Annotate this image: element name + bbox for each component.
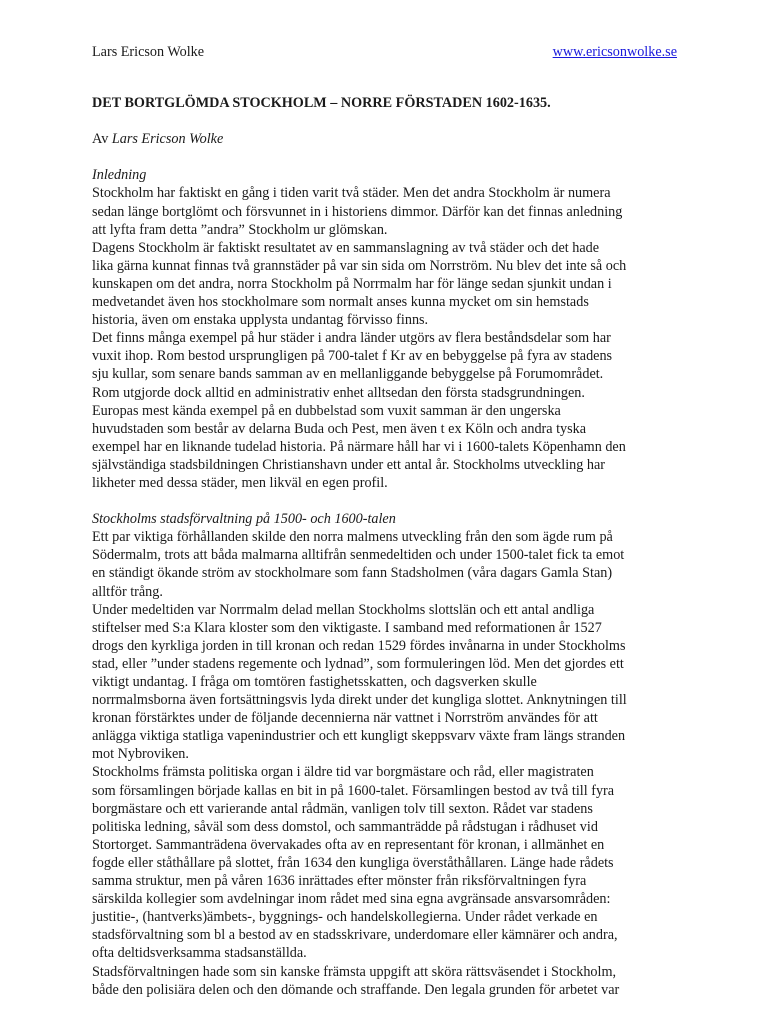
document-title: DET BORTGLÖMDA STOCKHOLM – NORRE FÖRSTADEN 1602-1635.	[92, 95, 551, 111]
text-line: huvudstaden som består av delarna Buda och Pest, men även t ex Köln och andra tyska	[92, 420, 587, 437]
text-line: sedan länge bortglömt och försvunnet in i historiens dimmor. Därför kan det finnas anledning	[92, 203, 623, 220]
section-heading-intro: Inledning	[92, 167, 147, 184]
text-line: fogde eller ståthållare på slottet, från 1634 den kungliga överståthållaren. Länge hade rådets	[92, 854, 614, 871]
section-intro-text	[92, 184, 677, 492]
text-line: Europas mest kända exempel på en dubbelstad som vuxit samman är den ungerska	[92, 402, 561, 419]
text-line: särskilda kollegier som avdelningar inom rådet med sina egna avgränsade ansvarsområden:	[92, 891, 611, 908]
text-line: kronan förstärktes under de följande decennierna när vattnet i Norrström användes för att	[92, 710, 598, 727]
text-line: stadsförvaltning som bl a bestod av en stadsskrivare, underdomare eller kämnärer och andra,	[92, 927, 618, 944]
text-line: Rom utgjorde dock alltid en administrativ enhet alltsedan den första stadsgrundningen.	[92, 384, 585, 401]
text-line: ofta deltidsverksamma stadsanställda.	[92, 945, 307, 962]
header-author: Lars Ericson Wolke	[92, 44, 205, 60]
text-line: Under medeltiden var Norrmalm delad mellan Stockholms slottslän och ett antal andliga	[92, 601, 595, 618]
text-line: politiska ledning, såväl som dess domstol, och sammanträdde på rådstugan i rådhuset vid	[92, 818, 598, 835]
section-heading-administration: Stockholms stadsförvaltning på 1500- och 1600-talen	[92, 511, 396, 528]
text-line: mot Nybroviken.	[92, 746, 189, 763]
byline-author: Lars Ericson Wolke	[111, 131, 224, 148]
document-body	[92, 94, 677, 999]
text-line: alltför trång.	[92, 583, 163, 600]
text-line: lika gärna kunnat finnas två grannstäder på var sin sida om Norrström. Nu blev det inte så och	[92, 257, 627, 274]
text-line: borgmästare och ett varierande antal rådmän, vanligen tolv till sexton. Rådet var stadens	[92, 800, 593, 817]
header-website-link[interactable]: www.ericsonwolke.se	[552, 44, 677, 60]
text-line: anlägga viktiga statliga vapenindustrier och ett kungligt skeppsvarv växte fram längs stranden	[92, 728, 626, 745]
text-line: stiftelser med S:a Klara kloster som den viktigaste. I samband med reformationen år 1527	[92, 619, 602, 636]
text-line: Det finns många exempel på hur städer i andra länder utgörs av flera beståndsdelar som har	[92, 330, 611, 347]
page-header	[92, 44, 677, 64]
text-line: justitie-, (hantverks)ämbets-, byggnings- och handelskollegierna. Under rådet verkade en	[92, 909, 598, 926]
text-line: medvetandet även hos stockholmare som normalt anses kunna mycket om sin hemstads	[92, 294, 589, 311]
text-line: viktigt undantag. I fråga om tomtören fastighetsskatten, och dagsverken skulle	[92, 674, 537, 690]
text-line: norrmalmsborna även fortsättningsvis lyda direkt under det kungliga slottet. Anknytningen till	[92, 692, 627, 709]
text-line: Södermalm, trots att båda malmarna alltifrån senmedeltiden och under 1500-talet fick ta emot	[92, 547, 625, 564]
text-line: stad, eller ”under stadens regemente och lydnad”, som formuleringen löd. Men det gjordes ett	[92, 655, 624, 672]
text-line: Ett par viktiga förhållanden skilde den norra malmens utveckling från den som ägde rum på	[92, 529, 613, 546]
text-line: som församlingen började kallas en bit in på 1600-talet. Församlingen bestod av två till fyra	[92, 782, 615, 799]
text-line: sju kullar, som senare bands samman av en mellanliggande bebyggelse på Forumområdet.	[92, 366, 604, 383]
text-line: en ständigt ökande ström av stockholmare som fann Stadsholmen (våra dagars Gamla Stan)	[92, 565, 613, 582]
text-line: självständiga stadsbildningen Christianshavn under ett antal år. Stockholms utveckling har	[92, 456, 606, 473]
text-line: samma struktur, men på våren 1636 inrättades efter mönster från riksförvaltningen fyra	[92, 873, 587, 890]
text-line: Stockholm har faktiskt en gång i tiden varit två städer. Men det andra Stockholm är numera	[92, 185, 611, 202]
text-line: Stadsförvaltningen hade som sin kanske främsta uppgift att sköra rättsväsendet i Stockholm,	[92, 963, 617, 980]
text-line: kunskapen om det andra, norra Stockholm på Norrmalm har för länge sedan sjunkit undan i	[92, 275, 612, 292]
text-line: Stockholms främsta politiska organ i äldre tid var borgmästare och råd, eller magistraten	[92, 764, 594, 781]
text-line: vuxit ihop. Rom bestod ursprungligen på 700-talet f Kr av en bebyggelse på fyra av stadens	[92, 348, 613, 365]
text-line: både den polisiära delen och den dömande och straffande. Den legala grunden för arbetet var	[92, 981, 620, 998]
text-line: exempel har en liknande tudelad historia. På närmare håll har vi i 1600-talets Köpenhamn den	[92, 438, 626, 455]
byline-prefix: Av	[92, 131, 109, 148]
text-line: Stortorget. Sammanträdena övervakades ofta av en representant för kronan, i allmänhet en	[92, 836, 605, 853]
text-line: historia, även om enstaka upplysta undantag förvisso finns.	[92, 312, 429, 329]
byline	[92, 130, 677, 148]
text-line: likheter med dessa städer, men likväl en egen profil.	[92, 474, 388, 491]
section-administration-text	[92, 528, 677, 998]
text-line: Dagens Stockholm är faktiskt resultatet av en sammanslagning av två städer och det hade	[92, 239, 600, 256]
text-line: att lyfta fram detta ”andra” Stockholm ur glömskan.	[92, 221, 388, 238]
text-line: drogs den kyrkliga jorden in till kronan och redan 1529 fördes invånarna in under Stockholms	[92, 637, 626, 654]
